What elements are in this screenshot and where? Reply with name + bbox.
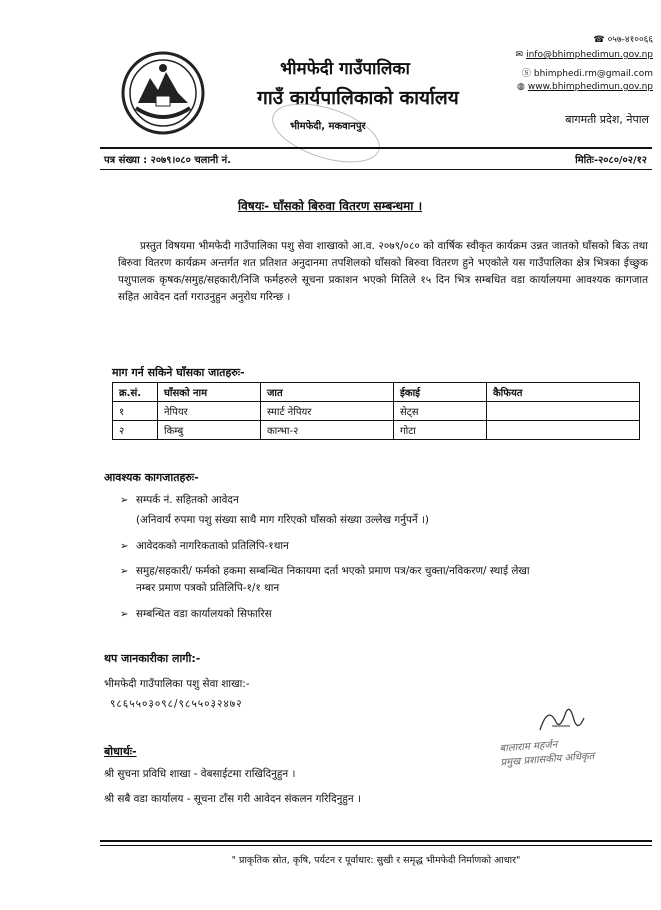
arrow-bullet-icon: ➢ [120,609,129,620]
body-paragraph: प्रस्तुत विषयमा भीमफेदी गाउँपालिका पशु सेवा शाखाको आ.व. २०७९/०८० को वार्षिक स्वीकृत कार्यक्रम उन्नत जातको घाँसको बिऊ तथा बिरुवा वितरण कार्यक्रम अन्तर्गत शत प्रतिशत अनुदानमा तपशिलको घाँसको बिरुवा वितरण हुने भएकोले यस गाउँपालिका क्षेत्र भित्रका ईच्छुक पशुपालक कृषक/समुह/सहकारी/निजि फर्महरुले सूचना प्रकाशन भएको मितिले १५ दिन भित्र सम्बधित वडा कार्यालयमा आवश्यक कागजात सहित आवेदन दर्ता गराउनुहुन अनुरोध गरिन्छ । [118,240,648,303]
cell-variety: कान्भा-२ [261,421,394,440]
cell-name: किम्बु [158,421,261,440]
cc-item: श्री सबै वडा कार्यालय - सूचना टाँस गरी आवेदन संकलन गरिदिनुहुन । [104,793,361,805]
arrow-bullet-icon: ➢ [120,495,129,506]
arrow-bullet-icon: ➢ [120,566,129,577]
col-header-variety: जात [261,383,394,402]
contact-phone [593,32,653,45]
info-office: भीमफेदी गाउँपालिका पशु सेवा शाखा:- [104,678,250,690]
signatory-title: प्रमुख प्रशासकीय अधिकृत [500,750,595,769]
table-row [113,402,640,421]
cc-section-title: बोधार्थः- [104,745,137,758]
cell-remarks [487,402,640,421]
cell-unit: गोटा [394,421,487,440]
arrow-bullet-icon: ➢ [120,541,129,552]
reference-number: पत्र संख्या : २०७९।०८० चलानी नं. [104,155,232,166]
list-item-note: (अनिवार्य रुपमा पशु संख्या साथै माग गरिएको घाँसको संख्या उल्लेख गर्नुपर्ने ।) [136,514,429,526]
col-header-remarks: कैफियत [487,383,640,402]
info-phone: ९८६५५०३०९८/९८५५०३२४७२ [110,698,243,710]
info-section-title: थप जानकारीका लागी:- [104,652,201,665]
list-item-text: आवेदकको नागरिकताको प्रतिलिपि-१थान [136,540,289,552]
grass-table [112,382,640,440]
email-text[interactable]: info@bhimphedimun.gov.np [526,50,653,60]
list-item [120,563,650,580]
col-header-name: घाँसको नाम [158,383,261,402]
subject: विषयः- घाँसको बिरुवा वितरण सम्बन्धमा । [238,199,423,213]
signature-icon [530,700,590,740]
cc-item: श्री सुचना प्रविधि शाखा - वेबसाईटमा राखिदिनुहुन । [104,768,296,780]
footer-rule [100,840,652,842]
contact-skype [519,66,653,79]
cell-name: नेपियर [158,402,261,421]
org-name: भीमफेदी गाउँपालिका [280,59,410,79]
signatory-name: बालाराम महर्जन [499,739,558,755]
phone-text: ०५७-४१००६६ [607,35,653,45]
contact-email[interactable] [511,50,653,60]
web-text[interactable]: www.bhimphedimun.gov.np [527,82,653,92]
cell-unit: सेट्स [394,402,487,421]
grass-section-title: माग गर्न सकिने घाँसका जातहरुः- [112,366,245,379]
list-item-text: सम्पर्क नं. सहितको आवेदन [136,494,239,506]
footer-motto: " प्राकृतिक स्रोत, कृषि, पर्यटन र पूर्वाधार: सुखी र समृद्ध भीमफेदी निर्माणको आधार" [231,855,521,866]
header-rule [100,147,652,149]
globe-icon: ◍ [517,82,525,92]
cell-sn: २ [113,421,158,440]
nepal-emblem-icon [118,48,208,138]
office-address: भीमफेदी, मकवानपुर [290,121,366,132]
contact-web[interactable] [513,82,653,92]
skype-icon: Ⓢ [521,69,531,79]
date: मितिः-२०८०/०२/१२ [575,155,647,166]
header-rule-2 [100,169,652,170]
list-item [120,606,650,623]
list-item [120,492,650,509]
list-item-continuation: नम्बर प्रमाण पत्रको प्रतिलिपि-१/१ थान [136,582,280,594]
table-header-row [113,383,640,402]
table-row [113,421,640,440]
province: बागमती प्रदेश, नेपाल [565,113,649,126]
col-header-sn: क्र.सं. [113,383,158,402]
cell-variety: स्मार्ट नेपियर [261,402,394,421]
email-icon: ✉ [515,50,524,60]
docs-section-title: आवश्यक कागजातहरुः- [104,471,199,484]
list-item-text: सम्बन्धित वडा कार्यालयको सिफारिस [136,608,272,620]
footer-rule-2 [100,845,652,846]
signature-stamp [499,733,631,770]
list-item [120,538,650,555]
skype-text: bhimphedi.rm@gmail.com [533,69,653,79]
list-item-text: समुह/सहकारी/ फर्मको हकमा सम्बन्धित निकायमा दर्ता भएको प्रमाण पत्र/कर चुक्ता/नविकरण/ स्थाई लेखा [136,565,530,577]
col-header-unit: ईकाई [394,383,487,402]
phone-icon: ☎ [593,35,605,45]
office-name: गाउँ कार्यपालिकाको कार्यालय [257,87,459,109]
cell-remarks [487,421,640,440]
cell-sn: १ [113,402,158,421]
